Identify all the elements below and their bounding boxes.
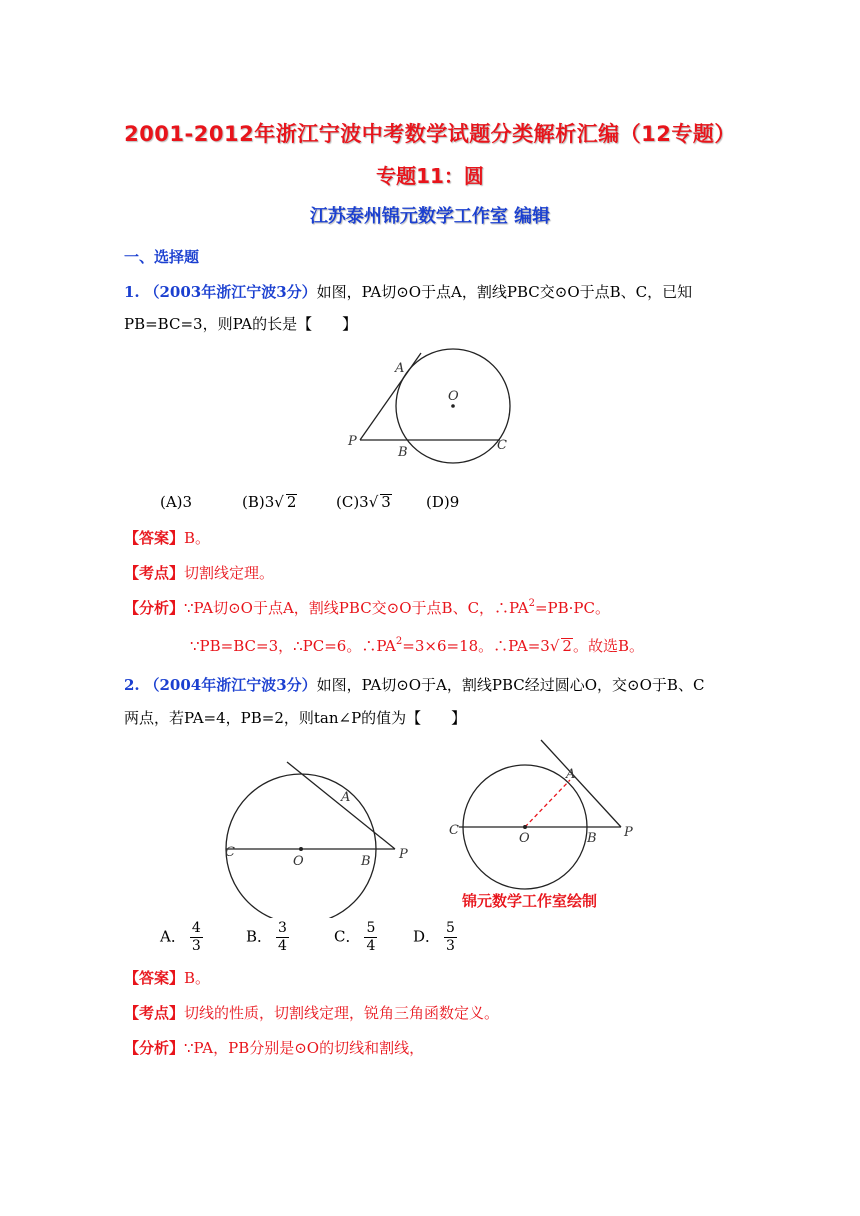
q2-option-d: D． $\frac{5}{3}$ xyxy=(413,920,455,954)
q2-right-label-c: C xyxy=(449,823,459,838)
q2-answer xyxy=(124,968,210,988)
q1-source: （2003年浙江宁波3分） xyxy=(144,283,317,301)
q2-stem: 如图，PA切⊙O于A，割线PBC经过圆心O，交⊙O于B、C xyxy=(316,676,705,694)
q2-right-radius-dashed xyxy=(525,780,570,827)
q2-left-label-c: C xyxy=(225,845,235,860)
q1-option-b-prefix: (B)3 xyxy=(242,493,275,511)
q2-option-b: B． $\frac{3}{4}$ xyxy=(246,920,287,954)
q2-point-value: 切线的性质，切割线定理，锐角三角函数定义。 xyxy=(184,1004,500,1022)
document-subtitle: 专题11：圆 xyxy=(376,164,484,188)
q1-point-tag: 【考点】 xyxy=(124,564,185,582)
q2-text-line1 xyxy=(124,675,704,695)
q2-left-label-o: O xyxy=(293,854,304,869)
q1-answer-tag: 【答案】 xyxy=(124,529,185,547)
q2-left-circle xyxy=(226,774,376,918)
q2-left-center-dot xyxy=(299,847,303,851)
q2-figure-left xyxy=(225,758,425,918)
q2-left-label-p: P xyxy=(399,847,408,862)
q2-option-c: C． $\frac{5}{4}$ xyxy=(334,920,376,954)
q1-answer-value: B。 xyxy=(184,529,211,547)
q2-right-label-b: B xyxy=(587,831,597,846)
q1-point xyxy=(124,563,274,583)
q1-label-p: P xyxy=(348,434,357,449)
q2-answer-value: B。 xyxy=(184,969,211,987)
q2-source: （2004年浙江宁波3分） xyxy=(144,676,317,694)
document-editor: 江苏泰州锦元数学工作室 编辑 xyxy=(309,206,551,227)
q1-analysis-sqrt: √ 2 xyxy=(549,637,572,655)
q2-left-tangent xyxy=(287,762,395,849)
q1-point-value: 切割线定理。 xyxy=(184,564,275,582)
q2-right-tangent xyxy=(541,740,621,827)
q2-left-label-a: A xyxy=(341,790,351,805)
document-title: 2001-2012年浙江宁波中考数学试题分类解析汇编（12专题） xyxy=(124,122,736,146)
q2-option-c-fraction: $\frac{5}{4}$ xyxy=(366,920,376,954)
q2-figure-right xyxy=(445,735,645,915)
q2-point xyxy=(124,1003,499,1023)
q1-option-c-prefix: (C)3 xyxy=(336,493,369,511)
q1-label-a: A xyxy=(395,361,405,376)
q2-right-label-o: O xyxy=(519,831,530,846)
q2-number: 2. xyxy=(124,676,140,694)
q1-label-b: B xyxy=(398,445,408,460)
q1-answer xyxy=(124,528,210,548)
q1-stem: 如图，PA切⊙O于点A，割线PBC交⊙O于点B、C，已知 xyxy=(316,283,693,301)
q1-option-c xyxy=(336,492,392,512)
q2-answer-tag: 【答案】 xyxy=(124,969,185,987)
q1-number: 1. xyxy=(124,283,140,301)
q1-option-c-sqrt: √ 3 xyxy=(368,493,391,511)
q2-right-center-dot xyxy=(523,825,527,829)
q2-point-tag: 【考点】 xyxy=(124,1004,185,1022)
q2-analysis-line1: 【分析】∵PA，PB分别是⊙O的切线和割线， xyxy=(124,1039,425,1057)
q2-option-a-fraction: $\frac{4}{3}$ xyxy=(191,920,201,954)
q2-left-label-b: B xyxy=(361,854,371,869)
q1-text-line2: PB=BC=3，则PA的长是【 】 xyxy=(124,315,358,333)
q2-right-label-a: A xyxy=(566,767,576,782)
q1-label-c: C xyxy=(497,438,507,453)
q1-analysis-line1: 【分析】∵PA切⊙O于点A，割线PBC交⊙O于点B、C，$\therefore PA^2=PB\cdot PC$。 xyxy=(124,598,610,617)
q2-option-a: A． $\frac{4}{3}$ xyxy=(160,920,201,954)
q2-option-d-fraction: $\frac{5}{3}$ xyxy=(446,920,455,954)
q1-option-a: (A)3 xyxy=(160,493,193,511)
q1-analysis-tag: 【分析】 xyxy=(124,599,185,617)
q2-figure-caption: 锦元数学工作室绘制 xyxy=(462,892,598,910)
q2-analysis-tag: 【分析】 xyxy=(124,1039,185,1057)
q1-analysis-line2: ∵PB=BC=3，∴PC=6。$\therefore PA^2=3\times 6=18$。∴PA=3√ 2。故选B。 xyxy=(190,636,644,655)
q2-right-label-p: P xyxy=(624,825,633,840)
q1-option-b xyxy=(242,492,297,512)
q2-text-line2: 两点，若PA=4，PB=2，则tan∠P的值为【 】 xyxy=(124,709,467,727)
section-title: 一、选择题 xyxy=(124,248,200,266)
q1-tangent-line xyxy=(360,353,421,440)
q1-option-b-sqrt: √ 2 xyxy=(274,493,297,511)
q2-option-b-fraction: $\frac{3}{4}$ xyxy=(278,920,287,954)
q1-text-line1 xyxy=(124,282,692,302)
q1-label-o: O xyxy=(448,389,459,404)
q1-option-d: (D)9 xyxy=(426,493,460,511)
q1-center-dot xyxy=(451,404,455,408)
q1-figure xyxy=(340,345,520,465)
